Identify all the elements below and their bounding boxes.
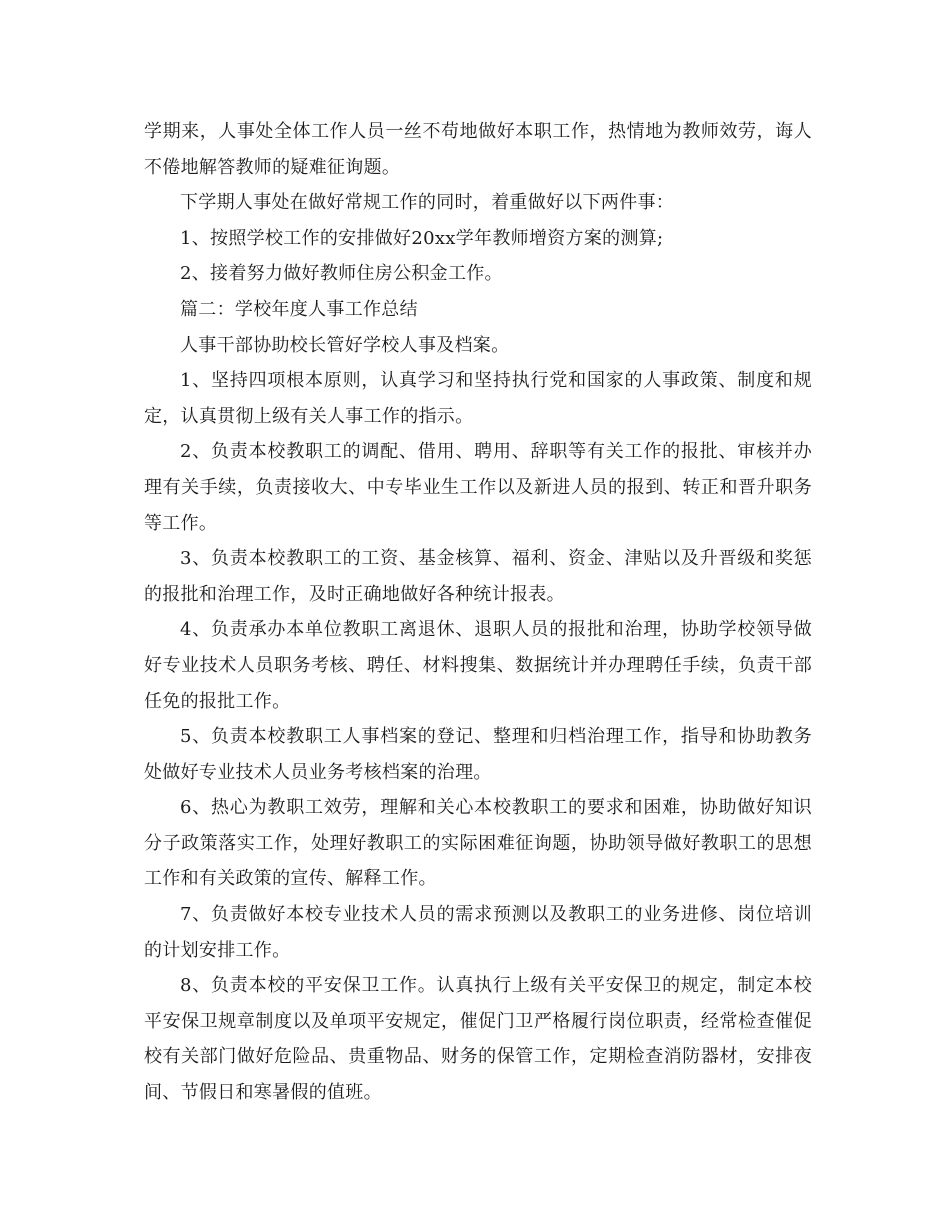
duty-item-1: 1、坚持四项根本原则，认真学习和坚持执行党和国家的人事政策、制度和规定，认真贯彻上级有关人事工作的指示。 (144, 370, 812, 427)
paragraph-next-term: 下学期人事处在做好常规工作的同时，着重做好以下两件事： (180, 192, 675, 214)
duty-item-5: 5、负责本校教职工人事档案的登记、整理和归档治理工作，指导和协助教务处做好专业技术人员业务考核档案的治理。 (144, 726, 812, 783)
paragraph-continuation: 学期来，人事处全体工作人员一丝不苟地做好本职工作，热情地为教师效劳，诲人不倦地解答教师的疑难征询题。 (144, 121, 812, 178)
paragraph-intro: 人事干部协助校长管好学校人事及档案。 (180, 334, 510, 356)
duty-item-6: 6、热心为教职工效劳，理解和关心本校教职工的要求和困难，协助做好知识分子政策落实工作，处理好教职工的实际困难征询题，协助领导做好教职工的思想工作和有关政策的宣传、解释工作。 (144, 797, 812, 890)
duty-item-7: 7、负责做好本校专业技术人员的需求预测以及教职工的业务进修、岗位培训的计划安排工作。 (144, 904, 812, 961)
duty-item-4: 4、负责承办本单位教职工离退休、退职人员的报批和治理，协助学校领导做好专业技术人员职务考核、聘任、材料搜集、数据统计并办理聘任手续，负责干部任免的报批工作。 (144, 619, 812, 712)
section-heading: 篇二：学校年度人事工作总结 (180, 298, 418, 320)
duty-item-3: 3、负责本校教职工的工资、基金核算、福利、资金、津贴以及升晋级和奖惩的报批和治理工作，及时正确地做好各种统计报表。 (144, 548, 812, 605)
document-body (144, 114, 812, 1111)
duty-item-8: 8、负责本校的平安保卫工作。认真执行上级有关平安保卫的规定，制定本校平安保卫规章制度以及单项平安规定，催促门卫严格履行岗位职责，经常检查催促校有关部门做好危险品、贵重物品、财务的保管工作，定期检查消防器材，安排夜间、节假日和寒暑假的值班。 (144, 975, 812, 1104)
paragraph-item-1: 1、按照学校工作的安排做好20xx学年教师增资方案的测算; (180, 227, 664, 249)
duty-item-2: 2、负责本校教职工的调配、借用、聘用、辞职等有关工作的报批、审核并办理有关手续，负责接收大、中专毕业生工作以及新进人员的报到、转正和晋升职务等工作。 (144, 441, 812, 534)
paragraph-item-2: 2、接着努力做好教师住房公积金工作。 (180, 263, 503, 285)
